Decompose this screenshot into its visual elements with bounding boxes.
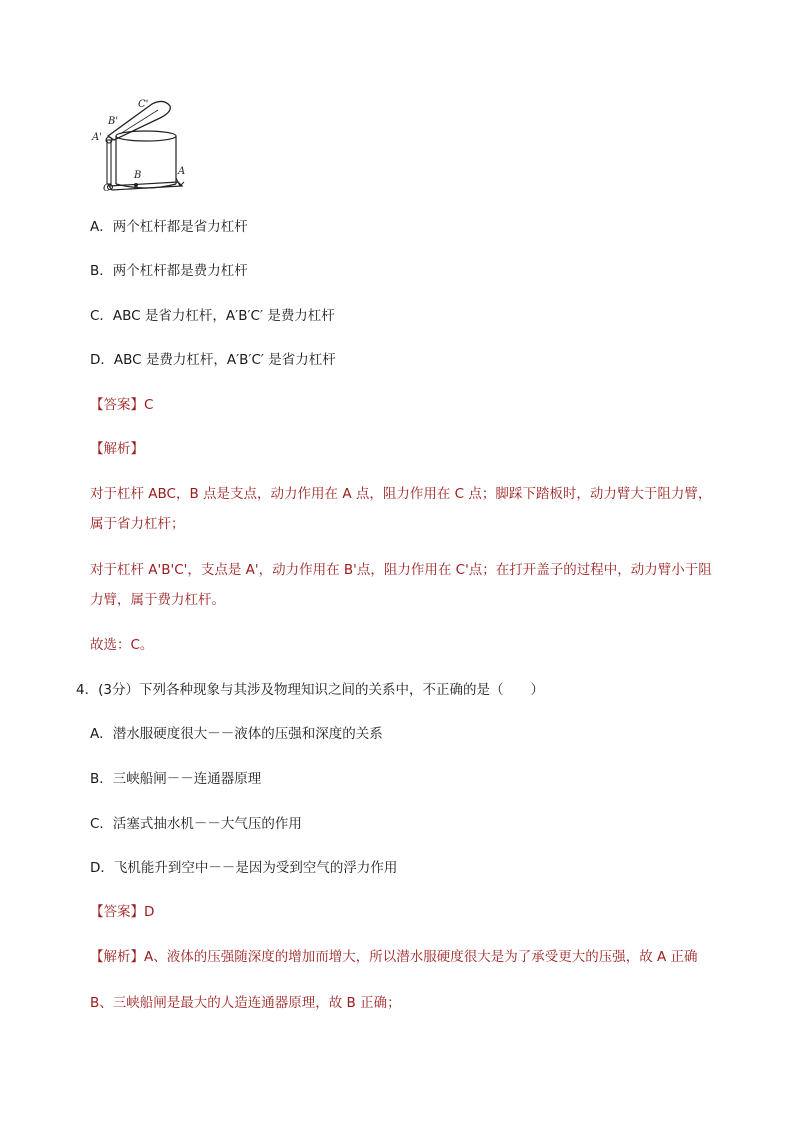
q3-analysis-line-3: 对于杠杆 A'B'C'，支点是 A'，动力作用在 B'点，阻力作用在 C'点；在打开盖子的过程中，动力臂小于阻 <box>90 562 712 578</box>
q3-option-d: D．ABC 是费力杠杆，A′B′C′ 是省力杠杆 <box>90 352 336 368</box>
q3-answer: 【答案】C <box>90 397 154 413</box>
q3-analysis-conclusion: 故选：C。 <box>90 637 154 653</box>
q3-analysis-title: 【解析】 <box>90 441 144 457</box>
figure-label-a-prime: A' <box>92 132 102 143</box>
lever-trash-can-figure <box>90 98 200 198</box>
q4-answer: 【答案】D <box>90 904 155 920</box>
q3-analysis-line-4: 力臂，属于费力杠杆。 <box>90 592 225 608</box>
figure-label-c-prime: C' <box>138 99 149 110</box>
q4-analysis-line-1: 【解析】A、液体的压强随深度的增加而增大，所以潜水服硬度很大是为了承受更大的压强，故 A 正确 <box>90 949 698 965</box>
q3-analysis-line-2: 属于省力杠杆； <box>90 516 185 532</box>
q4-option-b: B．三峡船闸－－连通器原理 <box>90 771 262 787</box>
q4-analysis-line-2: B、三峡船闸是最大的人造连通器原理，故 B 正确； <box>90 995 401 1011</box>
figure-label-b: B <box>134 170 142 181</box>
q4-option-d: D．飞机能升到空中－－是因为受到空气的浮力作用 <box>90 860 398 876</box>
q4-stem: 4．(3分）下列各种现象与其涉及物理知识之间的关系中，不正确的是（ ） <box>76 682 544 698</box>
figure-label-a: A <box>178 166 186 177</box>
q3-option-a: A．两个杠杆都是省力杠杆 <box>90 219 248 235</box>
figure-label-c: C <box>103 183 111 194</box>
q4-option-c: C．活塞式抽水机－－大气压的作用 <box>90 816 302 832</box>
q3-option-b: B．两个杠杆都是费力杠杆 <box>90 263 248 279</box>
figure-label-b-prime: B' <box>108 116 119 127</box>
q4-option-a: A．潜水服硬度很大－－液体的压强和深度的关系 <box>90 726 383 742</box>
q3-option-c: C．ABC 是省力杠杆，A′B′C′ 是费力杠杆 <box>90 308 335 324</box>
q3-analysis-line-1: 对于杠杆 ABC，B 点是支点，动力作用在 A 点，阻力作用在 C 点；脚踩下踏板时，动力臂大于阻力臂， <box>90 486 712 502</box>
